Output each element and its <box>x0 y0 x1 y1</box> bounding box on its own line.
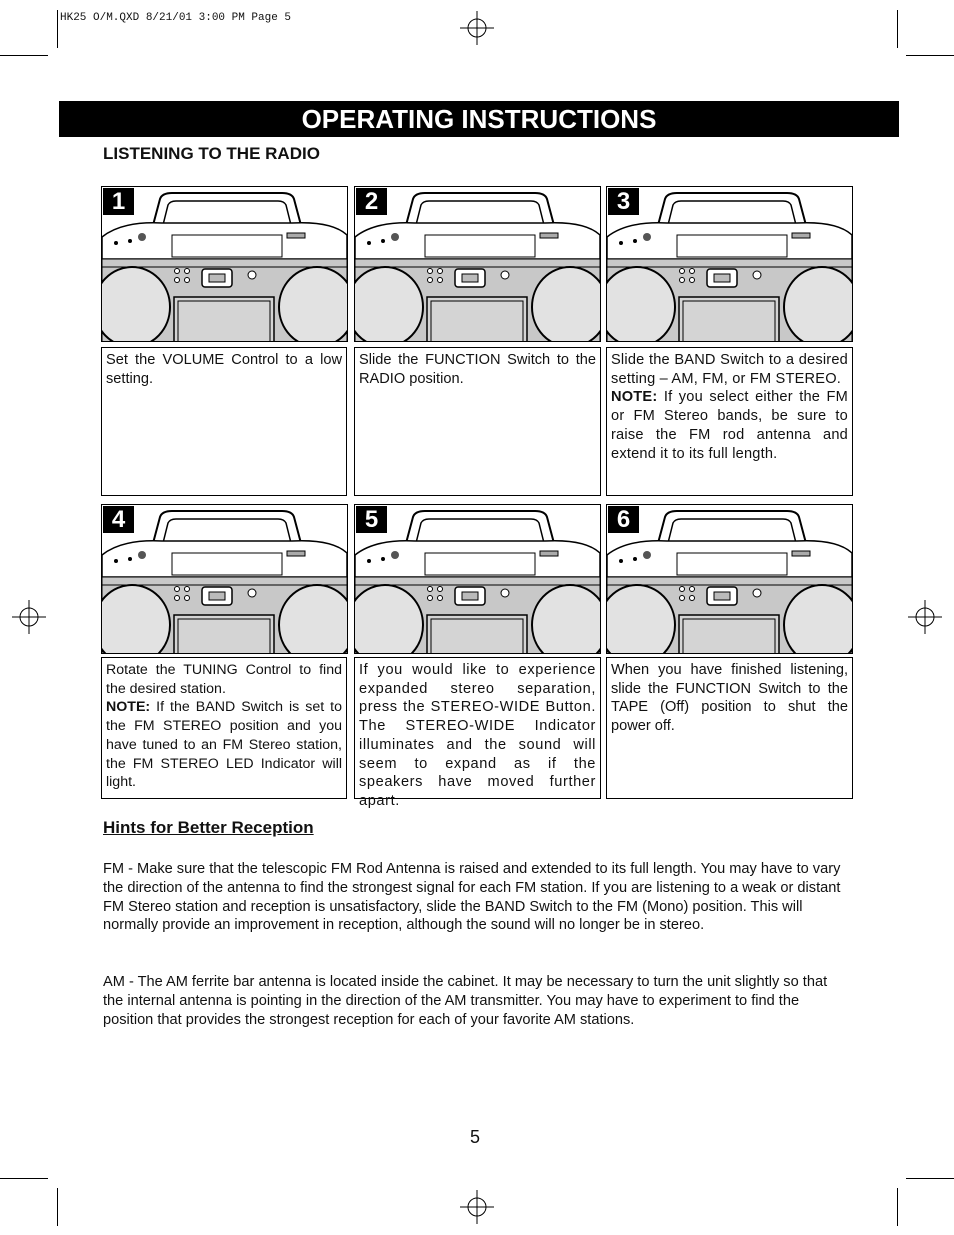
step-illustration-2 <box>354 186 601 342</box>
page-number: 5 <box>470 1127 481 1147</box>
step-illustration-4 <box>101 504 348 654</box>
step-illustration-5 <box>354 504 601 654</box>
step-illustration-3 <box>606 186 853 342</box>
step-text-2 <box>354 347 601 496</box>
crop-mark <box>57 10 58 48</box>
page-title: OPERATING INSTRUCTIONS <box>59 101 899 137</box>
hints-heading: Hints for Better Reception <box>103 818 314 837</box>
crop-mark <box>0 55 48 56</box>
step-number-badge: 1 <box>103 188 134 215</box>
section-heading: LISTENING TO THE RADIO <box>103 144 320 163</box>
step-text-6 <box>606 657 853 799</box>
step-illustration-6 <box>606 504 853 654</box>
step-instruction: Set the VOLUME Control to a low setting. <box>106 352 342 387</box>
file-slug: HK25 O/M.QXD 8/21/01 3:00 PM Page 5 <box>60 12 292 24</box>
step-text-3 <box>606 347 853 496</box>
step-text-1 <box>101 347 347 496</box>
registration-mark-icon <box>908 600 942 634</box>
step-instruction: When you have finished listening, slide the FUNCTION Switch to the TAPE (Off) position to shut the power off. <box>611 662 848 735</box>
step-instruction: If you would like to experience expanded stereo separation, press the STEREO-WIDE Button. The STEREO-WIDE Indicator illuminates and the sound will seem to expand as if the speakers have moved further apart. <box>359 662 596 809</box>
step-instruction: Slide the BAND Switch to a desired setting – AM, FM, or FM STEREO. <box>611 352 848 387</box>
crop-mark <box>897 10 898 48</box>
crop-mark <box>906 55 954 56</box>
boombox-illustration <box>355 505 600 654</box>
step-instruction: Rotate the TUNING Control to find the desired station. <box>106 662 342 697</box>
step-number-badge: 5 <box>356 506 387 533</box>
am-hint-paragraph: AM - The AM ferrite bar antenna is located inside the cabinet. It may be necessary to turn the unit slightly so that the internal antenna is pointing in the direction of the AM transmitter. You may have to experiment to find the position that provides the strongest reception for each of your favorite AM stations. <box>103 974 828 1028</box>
step-illustration-1 <box>101 186 348 342</box>
step-number-badge: 3 <box>608 188 639 215</box>
registration-mark-icon <box>12 600 46 634</box>
registration-mark-icon <box>460 11 494 45</box>
boombox-illustration <box>607 505 852 654</box>
boombox-illustration <box>355 187 600 342</box>
crop-mark <box>906 1178 954 1179</box>
note-text: If the BAND Switch is set to the FM STEREO position and you have tuned to an FM Stereo station, the FM STEREO LED Indicator will light. <box>106 699 342 791</box>
note-label: NOTE: <box>106 699 151 716</box>
fm-hint-paragraph: FM - Make sure that the telescopic FM Rod Antenna is raised and extended to its full length. You may have to vary the direction of the antenna to find the strongest signal for each FM station. If you are listening to a weak or distant FM Stereo station and reception is unsatisfactory, slide the BAND Switch to the FM (Mono) position. This will normally provide an improvement in reception, although the sound will no longer be in stereo. <box>103 861 841 934</box>
registration-mark-icon <box>460 1190 494 1224</box>
boombox-illustration <box>102 187 347 342</box>
crop-mark <box>57 1188 58 1226</box>
step-number-badge: 2 <box>356 188 387 215</box>
note-text: If you select either the FM or FM Stereo bands, be sure to raise the FM rod antenna and extend it to its full length. <box>611 389 848 462</box>
boombox-illustration <box>607 187 852 342</box>
step-text-5 <box>354 657 601 809</box>
step-text-4 <box>101 657 347 799</box>
step-instruction: Slide the FUNCTION Switch to the RADIO position. <box>359 352 596 387</box>
boombox-illustration <box>102 505 347 654</box>
step-number-badge: 6 <box>608 506 639 533</box>
crop-mark <box>0 1178 48 1179</box>
crop-mark <box>897 1188 898 1226</box>
note-label: NOTE: <box>611 389 658 406</box>
step-number-badge: 4 <box>103 506 134 533</box>
